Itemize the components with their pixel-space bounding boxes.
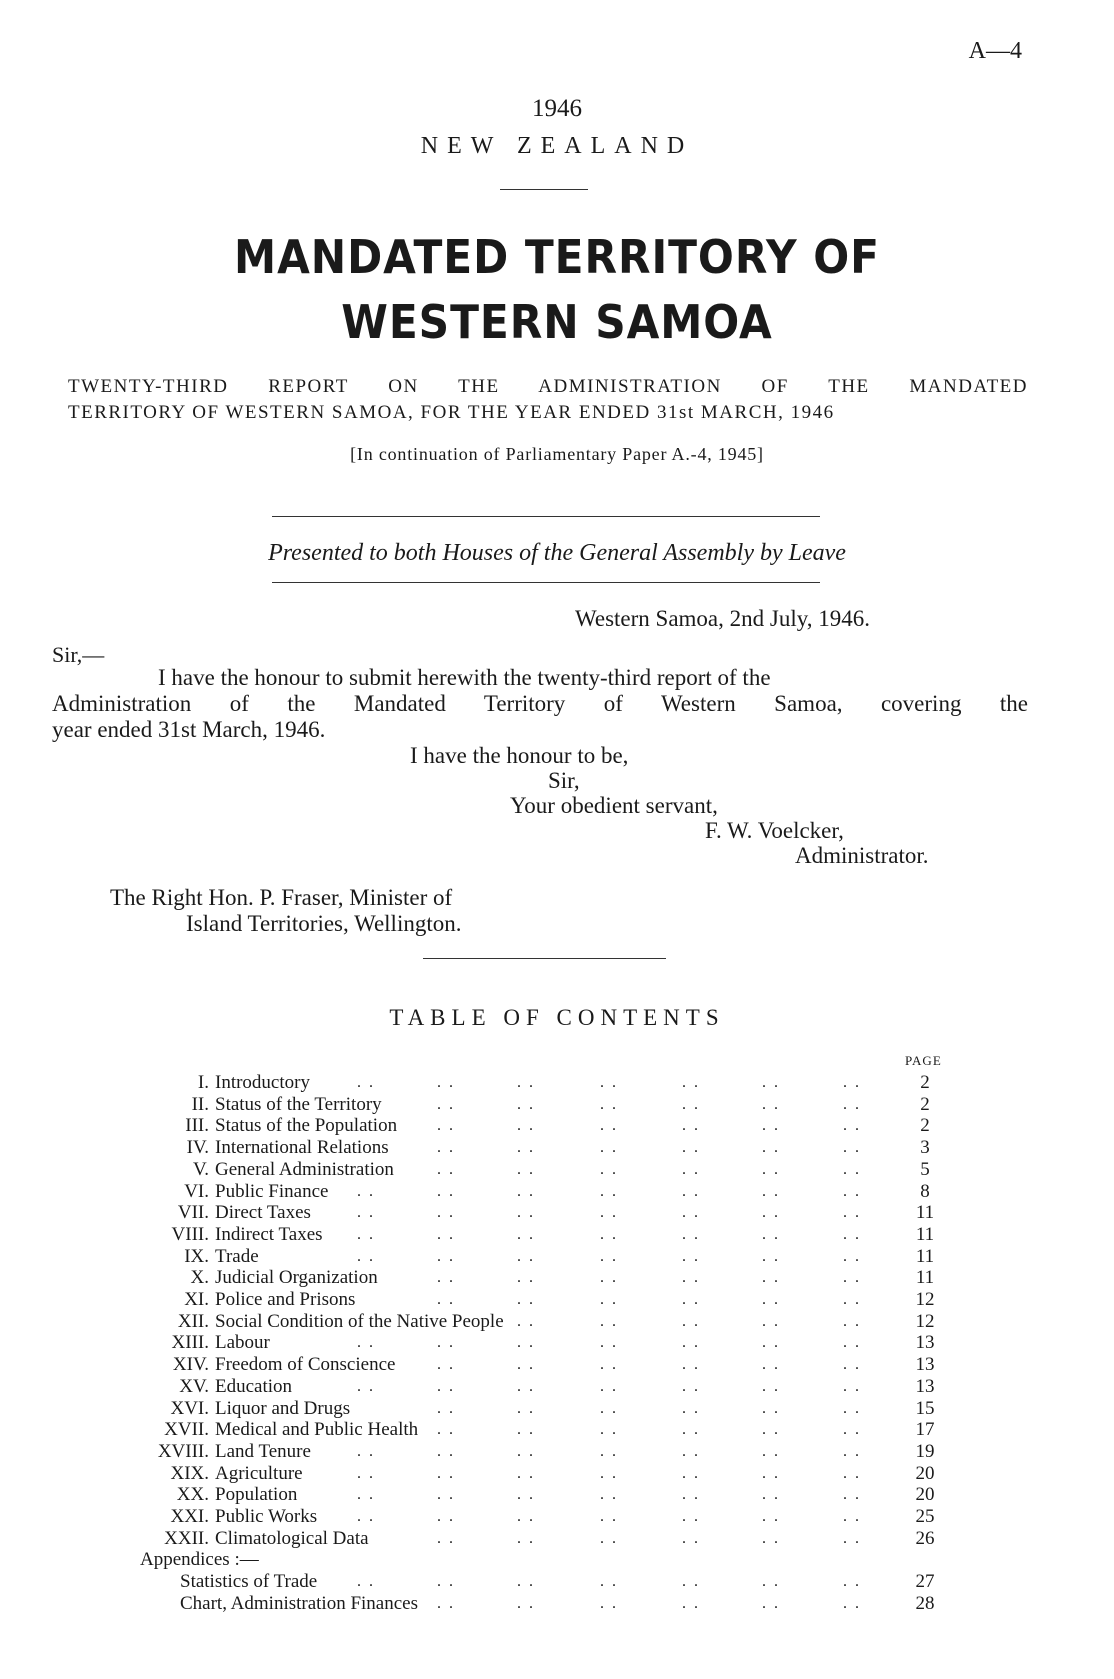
toc-row-number: XV. (179, 1375, 209, 1397)
toc-row-page: 20 (915, 1462, 935, 1484)
toc-row-title: Medical and Public Health (215, 1419, 419, 1441)
toc-row-number: XVIII. (157, 1440, 209, 1462)
toc-row (0, 1289, 1114, 1311)
toc-appendix-title: Statistics of Trade (180, 1571, 318, 1593)
divider (423, 958, 666, 959)
toc-row (0, 1419, 1114, 1441)
toc-row-page: 15 (915, 1397, 935, 1419)
toc-row (0, 1224, 1114, 1246)
presentation-note: Presented to both Houses of the General Assembly by Leave (268, 540, 846, 566)
leader-dots: . . . . . . . . . . . . . . (357, 1442, 861, 1460)
toc-row-title: Climatological Data (215, 1527, 369, 1549)
leader-dots: . . . . . . . . . . . . . . (357, 1486, 861, 1504)
toc-row (0, 1137, 1114, 1159)
toc-row-title: Judicial Organization (215, 1267, 378, 1289)
toc-row-number: XVI. (170, 1397, 209, 1419)
toc-row-title: Labour (215, 1332, 270, 1354)
letter-salutation: Sir,— (52, 642, 105, 667)
letter-body-line-1: I have the honour to submit herewith the twenty-third report of the (158, 665, 771, 690)
toc-row-page: 11 (915, 1202, 935, 1224)
subtitle-line-1: TWENTY-THIRD REPORT ON THE ADMINISTRATION OF THE MANDATED (68, 376, 1028, 397)
toc-row-page: 8 (920, 1180, 930, 1202)
letter-body-line-2: Administration of the Mandated Territory of Western Samoa, covering the (52, 691, 1028, 716)
leader-dots: . . . . . . . . . . . . . . (357, 1573, 861, 1591)
toc-appendix-page: 27 (915, 1571, 935, 1593)
toc-appendix-row (0, 1593, 1114, 1615)
leader-dots: . . . . . . . . . . . . (437, 1421, 861, 1439)
toc-row (0, 1398, 1114, 1420)
toc-row (0, 1159, 1114, 1181)
leader-dots: . . . . . . . . . . . . . . (357, 1247, 861, 1265)
toc-row (0, 1354, 1114, 1376)
toc-row-number: IV. (186, 1137, 209, 1159)
toc-row-page: 3 (920, 1137, 930, 1159)
leader-dots: . . . . . . . . . . . . . . (357, 1464, 861, 1482)
toc-row-number: VII. (177, 1202, 209, 1224)
letter-closing-line-3: Your obedient servant, (510, 793, 718, 818)
toc-appendix-page: 28 (915, 1592, 935, 1614)
toc-row-page: 2 (920, 1072, 930, 1093)
toc-row-number: III. (185, 1115, 209, 1137)
toc-row-title: Education (215, 1375, 293, 1397)
toc-row (0, 1506, 1114, 1528)
leader-dots: . . . . . . . . . . . . (437, 1529, 861, 1547)
continuation-note: [In continuation of Parliamentary Paper A.-4, 1945] (350, 444, 764, 464)
toc-appendix-row (0, 1571, 1114, 1593)
toc-row-page: 11 (915, 1223, 935, 1245)
toc-row-page: 12 (915, 1310, 935, 1332)
divider (272, 582, 820, 583)
toc-row-number: VIII. (171, 1223, 209, 1245)
leader-dots: . . . . . . . . . . . . . . (357, 1334, 861, 1352)
leader-dots: . . . . . . . . . . . . . . (357, 1182, 861, 1200)
toc-row-number: XIII. (171, 1332, 209, 1354)
toc-row-page: 2 (920, 1115, 930, 1137)
toc-row-number: XX. (176, 1484, 209, 1506)
toc-row-title: Direct Taxes (215, 1202, 311, 1224)
toc-row-page: 5 (920, 1158, 930, 1180)
leader-dots: . . . . . . . . . . . . . . (357, 1508, 861, 1525)
toc-row-number: XIX. (170, 1462, 209, 1484)
toc-appendices-row (0, 1549, 1114, 1571)
toc-row-number: I. (197, 1072, 209, 1093)
toc-row-page: 13 (915, 1332, 935, 1354)
toc-row-title: Population (215, 1484, 298, 1506)
leader-dots: . . . . . . . . . . . . (437, 1095, 861, 1113)
toc-row-number: XI. (184, 1289, 209, 1310)
leader-dots: . . . . . . . . . . . . (437, 1269, 861, 1287)
toc-row-page: 26 (915, 1527, 935, 1549)
toc-row-number: IX. (184, 1245, 209, 1267)
leader-dots: . . . . . . . . . . . . (437, 1399, 861, 1417)
document-title-line-1: MANDATED TERRITORY OF (234, 230, 880, 284)
toc-row-page: 25 (915, 1506, 935, 1527)
toc-row-title: Indirect Taxes (215, 1223, 323, 1245)
leader-dots: . . . . . . . . . . . . . . (357, 1377, 861, 1395)
toc-row (0, 1463, 1114, 1485)
toc-row (0, 1072, 1114, 1094)
toc-row-page: 13 (915, 1375, 935, 1397)
toc-row-number: V. (192, 1158, 209, 1180)
toc-row (0, 1202, 1114, 1224)
letter-dateline: Western Samoa, 2nd July, 1946. (575, 606, 870, 631)
letter-body-line-3: year ended 31st March, 1946. (52, 717, 326, 742)
leader-dots: . . . . . . . . . . . . . . (357, 1074, 861, 1091)
leader-dots: . . . . . . . . . . . . (437, 1117, 861, 1135)
toc-appendix-title: Chart, Administration Finances (180, 1592, 419, 1614)
toc-row-number: X. (190, 1267, 209, 1289)
toc-row (0, 1441, 1114, 1463)
toc-row-title: Trade (215, 1245, 259, 1267)
toc-row (0, 1332, 1114, 1354)
toc-row (0, 1376, 1114, 1398)
toc-row-page: 11 (915, 1267, 935, 1289)
toc-row-number: XII. (177, 1310, 209, 1332)
toc-row-page: 11 (915, 1245, 935, 1267)
toc-row-title: Public Finance (215, 1180, 329, 1202)
subtitle-line-2: TERRITORY OF WESTERN SAMOA, FOR THE YEAR ENDED 31st MARCH, 1946 (68, 402, 835, 423)
toc-row-title: Public Works (215, 1506, 318, 1527)
toc-row (0, 1311, 1114, 1333)
toc-row-title: Status of the Population (215, 1115, 398, 1137)
toc-row-page: 13 (915, 1354, 935, 1376)
toc-row-title: International Relations (215, 1137, 389, 1159)
toc-row-title: Introductory (215, 1072, 310, 1093)
leader-dots: . . . . . . . . . . (517, 1312, 861, 1330)
toc-row (0, 1181, 1114, 1203)
leader-dots: . . . . . . . . . . . . . . (357, 1225, 861, 1243)
toc-row-number: XIV. (172, 1354, 209, 1376)
toc-appendices-label: Appendices :— (140, 1549, 259, 1571)
toc-row-title: Status of the Territory (215, 1093, 382, 1115)
signer-title: Administrator. (795, 843, 929, 868)
leader-dots: . . . . . . . . . . . . (437, 1356, 861, 1374)
toc-row-number: XXI. (170, 1506, 209, 1527)
leader-dots: . . . . . . . . . . . . (437, 1160, 861, 1178)
letter-closing-line-2: Sir, (548, 768, 580, 793)
toc-row-title: Police and Prisons (215, 1289, 356, 1310)
toc-row-number: XVII. (164, 1419, 209, 1441)
divider (500, 189, 588, 190)
toc-row (0, 1528, 1114, 1550)
toc-row-title: General Administration (215, 1158, 394, 1180)
report-year: 1946 (532, 95, 582, 122)
toc-row-title: Agriculture (215, 1462, 303, 1484)
divider (272, 516, 820, 517)
letter-closing-line-1: I have the honour to be, (410, 743, 629, 768)
toc-row-number: XXII. (164, 1527, 209, 1549)
toc-row (0, 1094, 1114, 1116)
toc-row (0, 1267, 1114, 1289)
toc-row-title: Freedom of Conscience (215, 1354, 396, 1376)
signer-name: F. W. Voelcker, (705, 818, 844, 843)
toc-row-title: Social Condition of the Native People (215, 1310, 504, 1332)
toc-row-page: 17 (915, 1419, 935, 1441)
toc-row-page: 2 (920, 1093, 930, 1115)
leader-dots: . . . . . . . . . . . . (437, 1594, 861, 1612)
leader-dots: . . . . . . . . . . . . . . (357, 1204, 861, 1222)
document-title-line-2: WESTERN SAMOA (341, 295, 773, 349)
toc-page-column-header: PAGE (905, 1053, 942, 1068)
toc-row (0, 1115, 1114, 1137)
toc-row-page: 20 (915, 1484, 935, 1506)
toc-row-number: VI. (184, 1180, 209, 1202)
country-heading: NEW ZEALAND (420, 133, 694, 159)
toc-heading: TABLE OF CONTENTS (389, 1005, 725, 1030)
leader-dots: . . . . . . . . . . . . (437, 1139, 861, 1157)
page-reference: A—4 (968, 38, 1022, 64)
toc-row (0, 1484, 1114, 1506)
addressee-line-1: The Right Hon. P. Fraser, Minister of (110, 885, 453, 910)
addressee-line-2: Island Territories, Wellington. (186, 911, 462, 936)
toc-row-page: 12 (915, 1289, 935, 1310)
toc-row-number: II. (191, 1093, 209, 1115)
toc-row (0, 1246, 1114, 1268)
toc-row-page: 19 (915, 1440, 935, 1462)
leader-dots: . . . . . . . . . . . . (437, 1291, 861, 1308)
toc-row-title: Land Tenure (215, 1440, 311, 1462)
toc-row-title: Liquor and Drugs (215, 1397, 351, 1419)
